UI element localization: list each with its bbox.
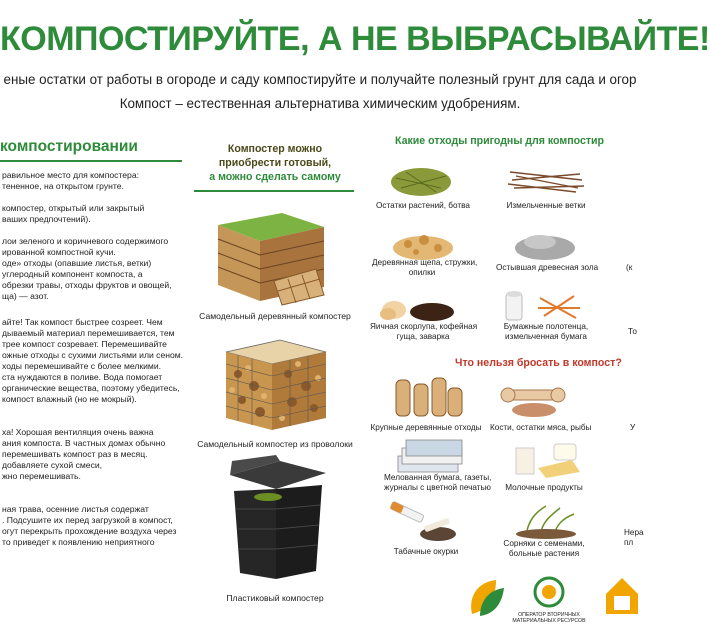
caption-cut-off: [624, 528, 644, 548]
caption-plant-residue: Остатки растений, ботва: [376, 201, 470, 210]
tips-line: ха! Хорошая вентиляция очень важна: [2, 427, 154, 437]
tips-line: ания компоста. В частных домах обычно: [2, 438, 166, 448]
caption-cut-off-line-1: Нера: [624, 528, 644, 537]
tips-line: оде» отходы (опавшие листья, ветки): [2, 258, 152, 268]
tips-line: жно перемешивать.: [2, 471, 81, 481]
operator-logo-line-2: МАТЕРИАЛЬНЫХ РЕСУРСОВ: [512, 618, 586, 624]
tips-line: то приведет к появлению неприятного: [2, 537, 155, 547]
caption-paper-towels-line-1: Бумажные полотенца,: [503, 322, 589, 331]
tips-line: ходы перемешивайте с более мелкими.: [2, 361, 162, 371]
caption-cut-off: (к: [626, 263, 633, 272]
composter-title-line-1: Компостер можно: [227, 143, 323, 155]
tips-line: органические вещества, поэтому убедитесь,: [2, 383, 180, 393]
eggshell-coffee-image: [374, 286, 458, 326]
caption-cut-off-line-2: пл: [624, 538, 634, 547]
caption-bones-meat: Кости, остатки мяса, рыбы: [490, 423, 592, 432]
plastic-composter-image: [218, 455, 338, 585]
paper-towels-image: [500, 286, 584, 326]
tips-line: тененное, на открытом грунте.: [2, 181, 124, 191]
tips-line: равильное место для компостера:: [2, 170, 140, 180]
caption-paper-towels: [496, 322, 596, 342]
wire-composter-image: [218, 334, 338, 434]
plastic-composter-caption: Пластиковый компостер: [226, 593, 324, 603]
dairy-products-image: [508, 438, 588, 478]
caption-glossy-paper: [384, 473, 492, 493]
composting-tips-column: [0, 130, 182, 640]
tips-line: ща) — азот.: [2, 291, 49, 301]
tips-line: ожные отходы с сухими листьями или сеном.: [2, 350, 184, 360]
glossy-paper-image: [392, 438, 472, 478]
main-headline: КОМПОСТИРУЙТЕ, А НЕ ВЫБРАСЫВАЙТЕ!: [0, 20, 710, 58]
composter-title-line-2: приобрести готовый,: [218, 157, 332, 169]
tips-line: дываемый материал перемешивается, тем: [2, 328, 175, 338]
forbidden-waste-title: Что нельзя бросать в компост?: [455, 357, 622, 369]
tips-title-rule: [0, 160, 182, 162]
chopped-branches-image: [506, 158, 586, 198]
plant-residue-image: [386, 158, 456, 198]
intro-line-2: Компост – естественная альтернатива химическим удобрениям.: [119, 96, 521, 111]
tips-line: добавляете сухой смеси,: [2, 460, 103, 470]
tips-line: компост влажный (но не мокрый).: [2, 394, 137, 404]
composter-types-column: [190, 130, 360, 610]
wood-ash-image: [510, 222, 580, 262]
operator-logo-text: [506, 612, 592, 624]
large-wood-image: [388, 374, 468, 420]
composter-title: [190, 142, 360, 184]
tips-line: перемешивать компост раз в месяц.: [2, 449, 148, 459]
caption-wood-ash: Остывшая древесная зола: [496, 263, 599, 272]
caption-glossy-paper-line-1: Мелованная бумага, газеты,: [384, 473, 492, 482]
wood-shavings-image: [388, 222, 458, 262]
caption-dairy: Молочные продукты: [505, 483, 583, 492]
cigarette-butts-image: [384, 498, 464, 544]
caption-eggshell-coffee: [370, 322, 476, 342]
tips-line: огут перекрыть прохождение воздуха через: [2, 526, 177, 536]
composter-title-line-3: а можно сделать самому: [209, 171, 341, 183]
footer-logos: [460, 570, 640, 640]
tips-line: айте! Так компост быстрее созреет. Чем: [2, 317, 163, 327]
wire-composter-caption: Самодельный компостер из проволоки: [197, 439, 353, 449]
caption-branches: Измельченные ветки: [506, 201, 586, 210]
tips-line: . Подсушите их перед загрузкой в компост,: [2, 515, 173, 525]
tips-line: ваших предпочтений).: [2, 214, 91, 224]
caption-wood-shavings: [372, 258, 478, 278]
tips-line: трее компост созревает. Перемешивайте: [2, 339, 167, 349]
tips-line: обрезки травы, отходы фруктов и овощей,: [2, 280, 172, 290]
caption-weeds-line-2: больные растения: [508, 549, 580, 558]
tips-title: компостировании: [0, 138, 138, 155]
caption-weeds: [494, 539, 594, 559]
caption-glossy-paper-line-2: журналы с цветной печатью: [384, 483, 491, 492]
suitable-waste-title: Какие отходы пригодны для компостир: [395, 135, 605, 147]
tips-line: ная трава, осенние листья содержат: [2, 504, 149, 514]
intro-line-1: еные остатки от работы в огороде и саду компостируйте и получайте полезный грунт для сада и огор: [3, 72, 637, 87]
caption-cigarette-butts: Табачные окурки: [393, 547, 459, 556]
caption-wood-shavings-line-2: опилки: [408, 268, 436, 277]
caption-large-wood: Крупные деревянные отходы: [370, 423, 482, 432]
caption-paper-towels-line-2: измельченная бумага: [505, 332, 587, 341]
operator-logo-line-1: ОПЕРАТОР ВТОРИЧНЫХ: [518, 612, 580, 618]
caption-wood-shavings-line-1: Деревянная щепа, стружки,: [372, 258, 478, 267]
caption-eggshell-line-2: гуща, заварка: [396, 332, 450, 341]
bones-meat-image: [498, 374, 578, 420]
caption-weeds-line-1: Сорняки с семенами,: [503, 539, 585, 548]
tips-line: лои зеленого и коричневого содержимого: [2, 236, 169, 246]
composter-title-rule: [194, 190, 354, 192]
operator-logo: [526, 574, 572, 614]
weeds-image: [506, 500, 586, 540]
wooden-composter-image: [212, 205, 332, 305]
house-logo: [602, 572, 642, 616]
tips-line: ированной компостной кучи.: [2, 247, 116, 257]
caption-eggshell-line-1: Яичная скорлупа, кофейная: [370, 322, 478, 331]
green-leaf-logo: [466, 576, 506, 620]
caption-cut-off: У: [630, 423, 636, 432]
wooden-composter-caption: Самодельный деревянный компостер: [199, 311, 351, 321]
tips-line: углеродный компонент компоста, а: [2, 269, 143, 279]
caption-cut-off: То: [628, 327, 637, 336]
tips-line: компостер, открытый или закрытый: [2, 203, 145, 213]
tips-line: ста нуждаются в поливе. Вода помогает: [2, 372, 163, 382]
